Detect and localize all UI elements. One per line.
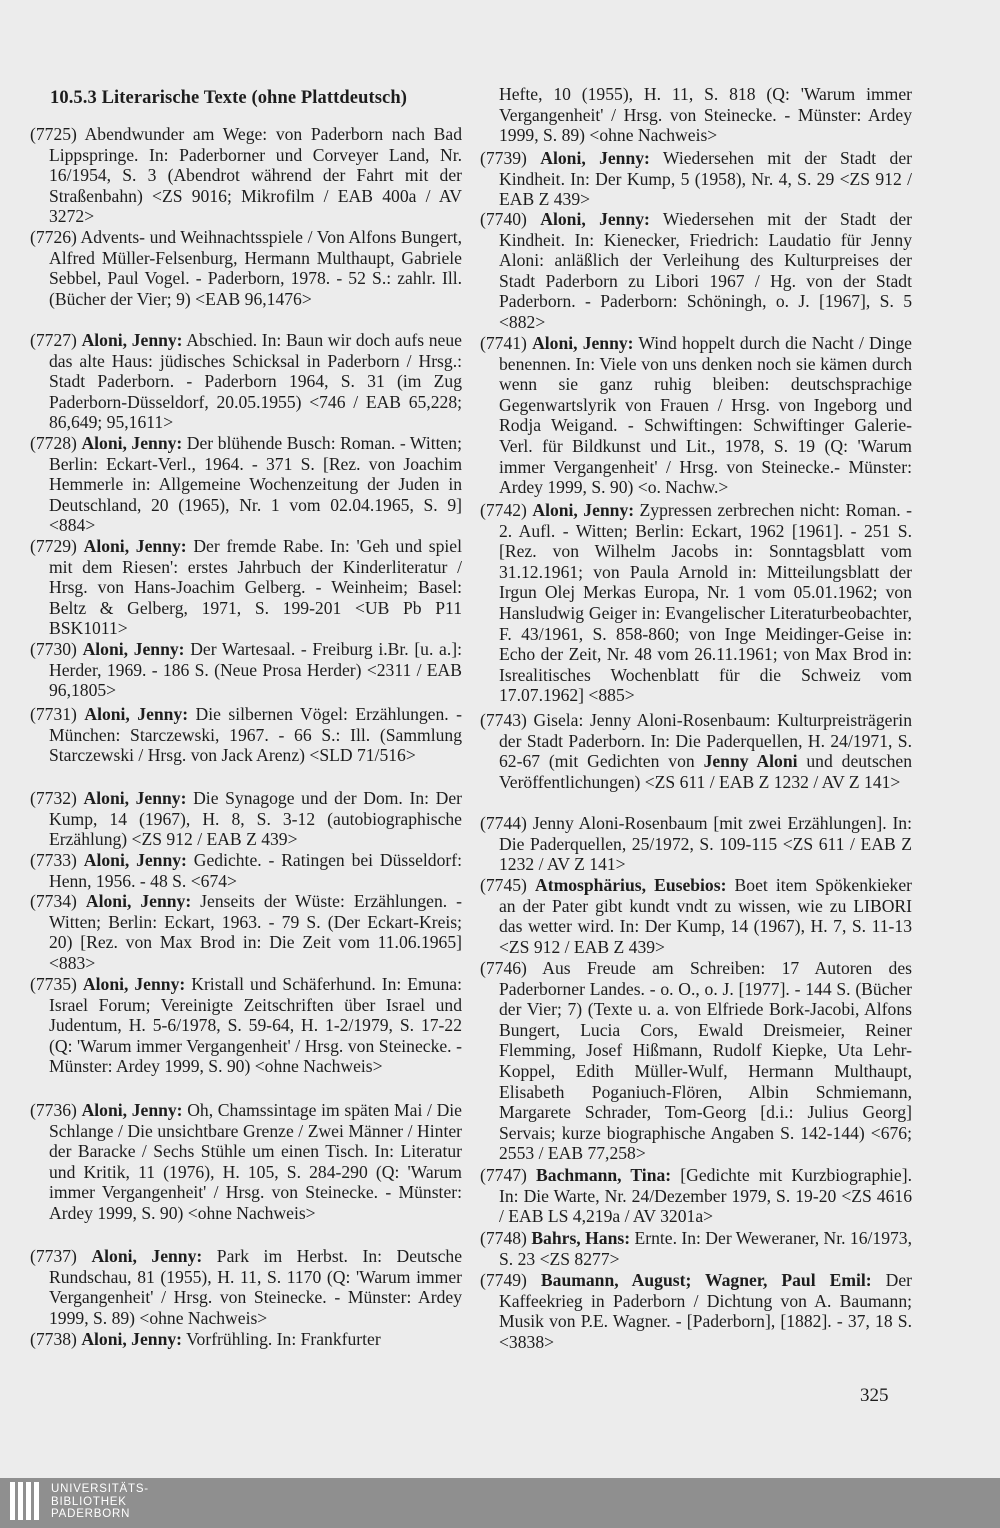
page-number: 325 xyxy=(860,1385,889,1406)
entry-7731: (7731) Aloni, Jenny: Die silbernen Vögel: Erzählungen. - München: Starczewski, 1967. - 66 S.: Ill. (Sammlung Starczewski / Hrsg. von Jack Arenz) <SLD 71/516> xyxy=(30,704,462,766)
entry-7741: (7741) Aloni, Jenny: Wind hoppelt durch die Nacht / Dinge benennen. In: Viele von uns denken noch sie kämen durch wenn sie ganz ruhig bleiben: deutschsprachige Gegenwartslyrik von Frauen / Hrsg. von Ingeborg und Rodja Weigand. - Schwiftingen: Schwiftinger Galerie-Verl. für Bildkunst und Lit., 1978, S. 19 (Q: 'Warum immer Vergangenheit' / Hrsg. von Steinecke.- Münster: Ardey 1999, S. 90) <o. Nachw.> xyxy=(480,333,912,498)
library-logo-icon xyxy=(10,1482,46,1520)
entry-7726: (7726) Advents- und Weihnachtsspiele / Von Alfons Bungert, Alfred Müller-Felsenburg, Hermann Multhaupt, Gabriele Sebbel, Paul Vogel. - Paderborn, 1978. - 52 S.: zahlr. Ill. (Bücher der Vier; 9) <EAB 96,1476> xyxy=(30,227,462,309)
entry-7730: (7730) Aloni, Jenny: Der Wartesaal. - Freiburg i.Br. [u. a.]: Herder, 1969. - 186 S. (Neue Prosa Herder) <2311 / EAB 96,1805> xyxy=(30,639,462,701)
entry-7737: (7737) Aloni, Jenny: Park im Herbst. In: Deutsche Rundschau, 81 (1955), H. 11, S. 1170 (Q: 'Warum immer Vergangenheit' / Hrsg. von Steinecke. - Münster: Ardey 1999, S. 89) <ohne Nachweis> xyxy=(30,1246,463,1328)
library-name: UNIVERSITÄTS- BIBLIOTHEK PADERBORN xyxy=(51,1483,149,1520)
entry-7725: (7725) Abendwunder am Wege: von Paderborn nach Bad Lippspringe. In: Paderborner und Corveyer Land, Nr. 16/1954, S. 3 (Abendrot während der Fahrt mit der Straßenbahn) <ZS 9016; Mikrofilm / EAB 400a / AV 3272> xyxy=(30,124,462,227)
library-footer-bar xyxy=(0,1478,1000,1528)
entry-7735: (7735) Aloni, Jenny: Kristall und Schäferhund. In: Emuna: Israel Forum; Vereinigte Zeitschriften über Israel und Judentum, H. 5-6/1978, S. 59-64, H. 1-2/1979, S. 17-22 (Q: 'Warum immer Vergangenheit' / Hrsg. von Steinecke. - Münster: Ardey 1999, S. 90) <ohne Nachweis> xyxy=(30,974,463,1077)
entry-7746: (7746) Aus Freude am Schreiben: 17 Autoren des Paderborner Landes. - o. O., o. J. [1977]. - 144 S. (Bücher der Vier; 7) (Texte u. a. von Elfriede Bork-Jacobi, Alfons Bungert, Lucia Cors, Ewald Dreismeier, Reiner Flemming, Josef Hißmann, Rudolf Kiepke, Uta Lehr-Koppel, Edith Müller-Wulf, Hermann Multhaupt, Elisabeth Poganiuch-Flören, Albin Schmiemann, Margarete Schrader, Tom-Georg [d.i.: Julius Georg] Servais; kurze biographische Angaben S. 142-144) <676; 2553 / EAB 77,258> xyxy=(480,958,912,1164)
entry-7747: (7747) Bachmann, Tina: [Gedichte mit Kurzbiographie]. In: Die Warte, Nr. 24/Dezember 1979, S. 19-20 <ZS 4616 / EAB LS 4,219a / AV 3201a> xyxy=(480,1165,912,1227)
entry-7740: (7740) Aloni, Jenny: Wiedersehen mit der Stadt der Kindheit. In: Kienecker, Friedrich: Laudatio für Jenny Aloni: anläßlich der Verleihung des Kulturpreises der Stadt Paderborn zu Libori 1967 / Hg. von der Stadt Paderborn. - Paderborn: Schöningh, o. J. [1967], S. 5 <882> xyxy=(480,209,912,332)
entry-7738-continued: Hefte, 10 (1955), H. 11, S. 818 (Q: 'Warum immer Vergangenheit' / Hrsg. von Steinecke. - Münster: Ardey 1999, S. 89) <ohne Nachweis> xyxy=(499,84,912,146)
entry-7727: (7727) Aloni, Jenny: Abschied. In: Baun wir doch aufs neue das alte Haus: jüdisches Schicksal in Paderborn / Hrsg.: Stadt Paderborn. - Paderborn 1964, S. 31 (im Zug Paderborn-Düsseldorf, 20.05.1955) <746 / EAB 65,228; 86,649; 95,1611> xyxy=(30,330,462,433)
entry-7734: (7734) Aloni, Jenny: Jenseits der Wüste: Erzählungen. - Witten; Berlin: Eckart, 1963. - 79 S. (Der Eckart-Kreis; 20) [Rez. von Max Brod in: Die Zeit vom 11.06.1965] <883> xyxy=(30,891,462,973)
entry-7743: (7743) Gisela: Jenny Aloni-Rosenbaum: Kulturpreisträgerin der Stadt Paderborn. In: Die Paderquellen, H. 24/1971, S. 62-67 (mit Gedichten von Jenny Aloni und deutschen Veröffentlichungen) <ZS 611 / EAB Z 1232 / AV Z 141> xyxy=(480,710,913,792)
entry-7738: (7738) Aloni, Jenny: Vorfrühling. In: Frankfurter xyxy=(30,1329,381,1349)
entry-7729: (7729) Aloni, Jenny: Der fremde Rabe. In: 'Geh und spiel mit dem Riesen': erstes Jahrbuch der Kinderliteratur / Hrsg. von Hans-Joachim Gelberg. - Weinheim; Basel: Beltz & Gelberg, 1971, S. 199-201 <UB Pb P11 BSK1011> xyxy=(30,536,462,639)
entry-7749: (7749) Baumann, August; Wagner, Paul Emil: Der Kaffeekrieg in Paderborn / Dichtung von A. Baumann; Musik von P.E. Wagner. - [Paderborn], [1882]. - 37, 18 S. <3838> xyxy=(480,1270,912,1352)
entry-7745: (7745) Atmosphärius, Eusebios: Boet item Spökenkieker an der Pater gibt kundt vndt zu wissen, wie zu LIBORI das wetter wird. In: Der Kump, 14 (1967), H. 7, S. 11-13 <ZS 912 / EAB Z 439> xyxy=(480,875,912,957)
entry-7733: (7733) Aloni, Jenny: Gedichte. - Ratingen bei Düsseldorf: Henn, 1956. - 48 S. <674> xyxy=(30,850,462,891)
entry-7732: (7732) Aloni, Jenny: Die Synagoge und der Dom. In: Der Kump, 14 (1967), H. 8, S. 3-12 (autobiographische Erzählung) <ZS 912 / EAB Z 439> xyxy=(30,788,462,850)
entry-7742: (7742) Aloni, Jenny: Zypressen zerbrechen nicht: Roman. - 2. Aufl. - Witten; Berlin: Eckart, 1962 [1961]. - 251 S. [Rez. von Wilhelm Jacobs in: Sonntagsblatt vom 31.12.1961; von Paula Arnold in: Mitteilungsblatt der Irgun Olej Merkas Europa, Nr. 1 vom 05.01.1962; von Hansludwig Geiger in: Evangelischer Literaturbeobachter, F. 43/1961, S. 858-860; von Inge Meidinger-Geise in: Echo der Zeit, Nr. 48 vom 26.11.1961; von Max Brod in: Isrealitisches Wochenblatt für die Schweiz vom 17.07.1962] <885> xyxy=(480,500,912,706)
entry-7736: (7736) Aloni, Jenny: Oh, Chamssintage im späten Mai / Die Schlange / Die unsichtbare Grenze / Zwei Männer / Hinter der Baracke / Sechs Stühle um einen Tisch. In: Literatur und Kritik, 11 (1976), H. 105, S. 284-290 (Q: 'Warum immer Vergangenheit' / Hrsg. von Steinecke. - Münster: Ardey 1999, S. 90) <ohne Nachweis> xyxy=(30,1100,462,1223)
section-heading: 10.5.3 Literarische Texte (ohne Plattdeutsch) xyxy=(50,88,407,108)
entry-7748: (7748) Bahrs, Hans: Ernte. In: Der Weweraner, Nr. 16/1973, S. 23 <ZS 8277> xyxy=(480,1228,912,1269)
entry-7728: (7728) Aloni, Jenny: Der blühende Busch: Roman. - Witten; Berlin: Eckart-Verl., 1964. - 371 S. [Rez. von Joachim Hemmerle in: Allgemeine Wochenzeitung der Juden in Deutschland, 20 (1965), Nr. 1 vom 02.04.1965, S. 9] <884> xyxy=(30,433,462,536)
entry-7744: (7744) Jenny Aloni-Rosenbaum [mit zwei Erzählungen]. In: Die Paderquellen, 25/1972, S. 109-115 <ZS 611 / EAB Z 1232 / AV Z 141> xyxy=(480,813,912,875)
entry-7739: (7739) Aloni, Jenny: Wiedersehen mit der Stadt der Kindheit. In: Der Kump, 5 (1958), Nr. 4, S. 29 <ZS 912 / EAB Z 439> xyxy=(480,148,912,210)
